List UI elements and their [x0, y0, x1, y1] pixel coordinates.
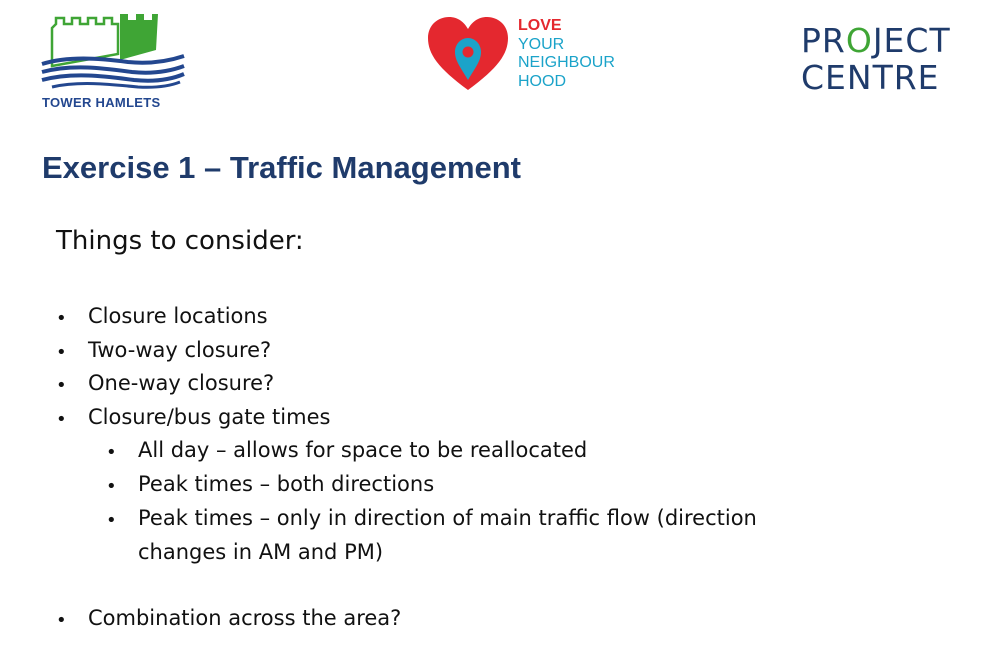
slide-title: Exercise 1 – Traffic Management: [42, 150, 522, 185]
sub-bullet-dot: •: [106, 442, 117, 463]
sub-bullet-item-continuation: changes in AM and PM): [138, 540, 384, 564]
project-centre-logo: [801, 22, 951, 96]
bullet-item: One-way closure?: [88, 371, 275, 395]
sub-bullet-item: All day – allows for space to be reallocated: [138, 438, 588, 462]
love-your-neighbourhood-text: [518, 17, 615, 91]
bullet-item: Two-way closure?: [88, 338, 272, 362]
bullet-item: Closure locations: [88, 304, 268, 328]
tower-hamlets-logo-icon: [38, 14, 188, 96]
project-centre-line1: [801, 22, 951, 59]
lyn-line-neighbour: NEIGHBOUR: [518, 54, 615, 71]
bullet-dot: •: [56, 375, 67, 396]
sub-bullet-item: Peak times – both directions: [138, 472, 435, 496]
bullet-dot: •: [56, 342, 67, 363]
heart-location-pin-icon: [428, 16, 512, 96]
slide-subtitle: Things to consider:: [56, 226, 304, 256]
love-your-neighbourhood-logo: [428, 16, 648, 96]
tower-hamlets-logo: [38, 14, 188, 114]
sub-bullet-dot: •: [106, 476, 117, 497]
bullet-dot: •: [56, 308, 67, 329]
pc-line1-post: JECT: [872, 21, 951, 60]
tower-hamlets-label: TOWER HAMLETS: [42, 95, 161, 110]
pc-line1-pre: PR: [801, 21, 846, 60]
lyn-line-hood: HOOD: [518, 72, 566, 90]
slide-header: [0, 0, 1000, 120]
sub-bullet-item: Peak times – only in direction of main traffic flow (direction: [138, 506, 757, 530]
sub-bullet-dot: •: [106, 510, 117, 531]
project-centre-line2: CENTRE: [801, 58, 940, 97]
bullet-dot: •: [56, 409, 67, 430]
bullet-item: Combination across the area?: [88, 606, 402, 630]
lyn-line-love: LOVE: [518, 17, 562, 34]
bullet-dot: •: [56, 610, 67, 631]
lyn-line-your: YOUR: [518, 35, 565, 53]
bullet-item: Closure/bus gate times: [88, 405, 331, 429]
pc-line1-o: O: [845, 21, 873, 60]
